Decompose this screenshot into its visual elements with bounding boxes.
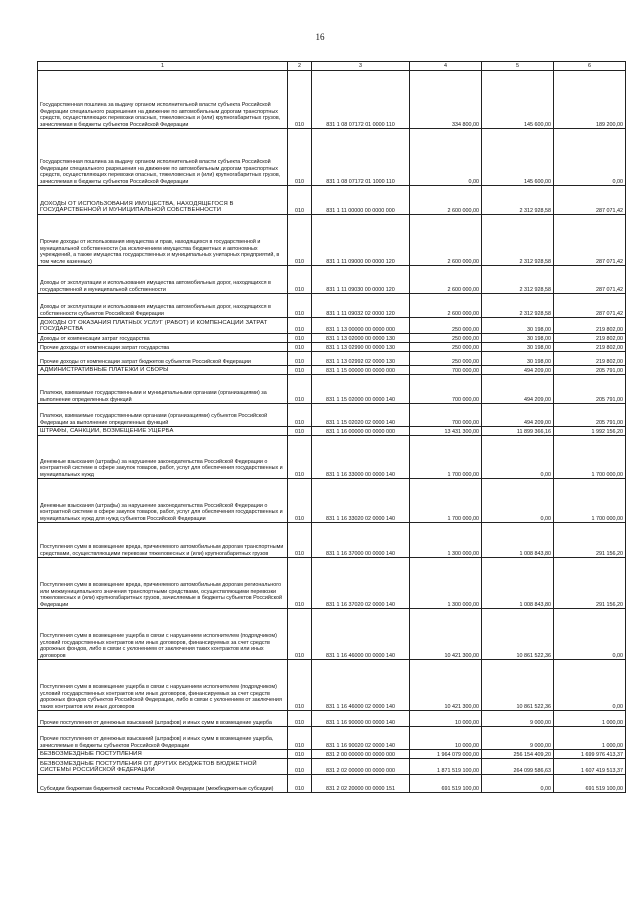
row-approved-amount-cell: 10 421 300,00 [410,609,482,660]
budget-report-table [37,61,626,793]
row-unexecuted-amount-cell: 1 607 419 513,37 [554,759,626,775]
table-row [38,294,626,318]
column-header-3: 3 [312,62,410,71]
row-name-cell: Поступления сумм в возмещение ущерба в связи с нарушением исполнителем (подрядчиком) условий государственных контрактов или иных договоров, финансируемых за счет средств дорожных фондов, либо в связи с уклонением от заключения таких контрактов или иных договоров [38,609,288,660]
row-executed-amount-cell: 2 312 928,58 [482,294,554,318]
row-approved-amount-cell: 334 800,00 [410,71,482,129]
row-line-code-cell: 010 [288,334,312,343]
row-line-code-cell: 010 [288,404,312,427]
row-line-code-cell: 010 [288,479,312,523]
row-budget-code-cell: 831 1 16 33020 02 0000 140 [312,479,410,523]
row-approved-amount-cell: 1 300 000,00 [410,523,482,558]
row-line-code-cell: 010 [288,352,312,366]
row-budget-code-cell: 831 1 11 09030 00 0000 120 [312,266,410,294]
row-name-cell: БЕЗВОЗМЕЗДНЫЕ ПОСТУПЛЕНИЯ ОТ ДРУГИХ БЮДЖЕТОВ БЮДЖЕТНОЙ СИСТЕМЫ РОССИЙСКОЙ ФЕДЕРАЦИИ [38,759,288,775]
table-row [38,366,626,375]
row-approved-amount-cell: 1 700 000,00 [410,436,482,479]
row-approved-amount-cell: 691 519 100,00 [410,775,482,793]
row-line-code-cell: 010 [288,427,312,436]
row-name-cell: Прочие поступления от денежных взысканий (штрафов) и иных сумм в возмещение ущерба [38,711,288,727]
row-executed-amount-cell: 30 198,00 [482,343,554,352]
row-name-cell: Государственная пошлина за выдачу органом исполнительной власти субъекта Российской Федерации специального разрешения на движение по автомобильным дорогам транспортных средств, осуществляющих перевозки опасных, тяжеловесных и (или) крупногабаритных грузов, зачисляемая в бюджеты субъектов Российской Федерации [38,129,288,186]
row-approved-amount-cell: 250 000,00 [410,334,482,343]
table-row [38,186,626,215]
row-budget-code-cell: 831 2 00 00000 00 0000 000 [312,750,410,759]
row-approved-amount-cell: 700 000,00 [410,404,482,427]
table-row [38,318,626,334]
row-budget-code-cell: 831 1 11 09000 00 0000 120 [312,215,410,266]
column-header-4: 4 [410,62,482,71]
table-header-row [38,62,626,71]
row-approved-amount-cell: 2 600 000,00 [410,186,482,215]
row-executed-amount-cell: 9 000,00 [482,711,554,727]
row-approved-amount-cell: 250 000,00 [410,352,482,366]
row-line-code-cell: 010 [288,186,312,215]
row-unexecuted-amount-cell: 1 000,00 [554,727,626,750]
row-budget-code-cell: 831 1 13 00000 00 0000 000 [312,318,410,334]
row-budget-code-cell: 831 1 13 02992 02 0000 130 [312,352,410,366]
table-row [38,427,626,436]
table-row [38,759,626,775]
row-unexecuted-amount-cell: 291 156,20 [554,523,626,558]
row-line-code-cell: 010 [288,558,312,609]
row-executed-amount-cell: 145 600,00 [482,129,554,186]
table-row [38,558,626,609]
row-line-code-cell: 010 [288,523,312,558]
row-unexecuted-amount-cell: 219 802,00 [554,352,626,366]
row-unexecuted-amount-cell: 291 156,20 [554,558,626,609]
row-unexecuted-amount-cell: 1 699 976 413,37 [554,750,626,759]
table-row [38,750,626,759]
row-executed-amount-cell: 494 209,00 [482,404,554,427]
row-approved-amount-cell: 1 700 000,00 [410,479,482,523]
row-executed-amount-cell: 1 008 843,80 [482,558,554,609]
row-line-code-cell: 010 [288,129,312,186]
row-unexecuted-amount-cell: 287 071,42 [554,294,626,318]
row-unexecuted-amount-cell: 287 071,42 [554,215,626,266]
row-name-cell: Доходы от компенсации затрат государства [38,334,288,343]
row-budget-code-cell: 831 1 15 00000 00 0000 000 [312,366,410,375]
row-line-code-cell: 010 [288,215,312,266]
row-name-cell: Доходы от эксплуатации и использования имущества автомобильных дорог, находящихся в собственности субъектов Российской Федерации [38,294,288,318]
table-row [38,436,626,479]
table-row [38,404,626,427]
row-approved-amount-cell: 700 000,00 [410,375,482,404]
table-row [38,711,626,727]
row-unexecuted-amount-cell: 287 071,42 [554,266,626,294]
row-approved-amount-cell: 700 000,00 [410,366,482,375]
row-budget-code-cell: 831 2 02 20000 00 0000 151 [312,775,410,793]
row-line-code-cell: 010 [288,294,312,318]
table-row [38,71,626,129]
row-name-cell: БЕЗВОЗМЕЗДНЫЕ ПОСТУПЛЕНИЯ [38,750,288,759]
table-row [38,775,626,793]
row-unexecuted-amount-cell: 219 802,00 [554,343,626,352]
row-approved-amount-cell: 2 600 000,00 [410,266,482,294]
table-row [38,129,626,186]
row-name-cell: Платежи, взимаемые государственными и муниципальными органами (организациями) за выполнение определенных функций [38,375,288,404]
row-approved-amount-cell: 10 000,00 [410,711,482,727]
row-name-cell: Поступления сумм в возмещение вреда, причиняемого автомобильным дорогам регионального или межмуниципального значения транспортными средствами, осуществляющими перевозки тяжеловесных и (или) крупногабаритных грузов, зачисляемые в бюджеты субъектов Российской Федерации [38,558,288,609]
row-budget-code-cell: 831 1 16 33000 00 0000 140 [312,436,410,479]
row-approved-amount-cell: 250 000,00 [410,318,482,334]
row-line-code-cell: 010 [288,750,312,759]
table-row [38,334,626,343]
row-budget-code-cell: 831 1 08 07172 01 0000 110 [312,71,410,129]
row-line-code-cell: 010 [288,343,312,352]
row-budget-code-cell: 831 1 15 02020 02 0000 140 [312,404,410,427]
row-name-cell: АДМИНИСТРАТИВНЫЕ ПЛАТЕЖИ И СБОРЫ [38,366,288,375]
row-budget-code-cell: 831 1 13 02000 00 0000 130 [312,334,410,343]
row-name-cell: Доходы от эксплуатации и использования имущества автомобильных дорог, находящихся в государственной и муниципальной собственности [38,266,288,294]
row-name-cell: Платежи, взимаемые государственными органами (организациями) субъектов Российской Федерации за выполнение определенных функций [38,404,288,427]
row-executed-amount-cell: 30 198,00 [482,318,554,334]
row-unexecuted-amount-cell: 219 802,00 [554,318,626,334]
row-approved-amount-cell: 1 964 079 000,00 [410,750,482,759]
row-budget-code-cell: 831 1 16 37000 00 0000 140 [312,523,410,558]
column-header-6: 6 [554,62,626,71]
table-row [38,343,626,352]
row-approved-amount-cell: 13 431 300,00 [410,427,482,436]
row-budget-code-cell: 831 1 16 46000 00 0000 140 [312,609,410,660]
column-header-1: 1 [38,62,288,71]
row-executed-amount-cell: 1 008 843,80 [482,523,554,558]
row-approved-amount-cell: 10 000,00 [410,727,482,750]
row-budget-code-cell: 831 1 08 07172 01 1000 110 [312,129,410,186]
row-approved-amount-cell: 2 600 000,00 [410,294,482,318]
row-unexecuted-amount-cell: 0,00 [554,129,626,186]
table-row [38,479,626,523]
row-name-cell: Прочие доходы от компенсации затрат государства [38,343,288,352]
row-approved-amount-cell: 10 421 300,00 [410,660,482,711]
row-unexecuted-amount-cell: 205 791,00 [554,404,626,427]
row-name-cell: Прочие поступления от денежных взысканий (штрафов) и иных сумм в возмещение ущерба, зачисляемые в бюджеты субъектов Российской Федерации [38,727,288,750]
row-unexecuted-amount-cell: 1 000,00 [554,711,626,727]
row-name-cell: Прочие доходы от использования имущества и прав, находящихся в государственной и муниципальной собственности (за исключением имущества бюджетных и автономных учреждений, а также имущества государственных и муниципальных унитарных предприятий, в том числе казенных) [38,215,288,266]
row-line-code-cell: 010 [288,711,312,727]
row-executed-amount-cell: 10 861 522,36 [482,609,554,660]
row-approved-amount-cell: 1 871 519 100,00 [410,759,482,775]
row-approved-amount-cell: 250 000,00 [410,343,482,352]
row-line-code-cell: 010 [288,759,312,775]
row-budget-code-cell: 831 1 11 00000 00 0000 000 [312,186,410,215]
row-executed-amount-cell: 0,00 [482,775,554,793]
row-budget-code-cell: 831 1 16 00000 00 0000 000 [312,427,410,436]
row-executed-amount-cell: 10 861 522,36 [482,660,554,711]
row-executed-amount-cell: 2 312 928,58 [482,266,554,294]
row-executed-amount-cell: 145 600,00 [482,71,554,129]
row-line-code-cell: 010 [288,71,312,129]
row-name-cell: Денежные взыскания (штрафы) за нарушение законодательства Российской Федерации о контрактной системе в сфере закупок товаров, работ, услуг для обеспечения государственных и муниципальных нужд для нужд субъектов Российской Федерации [38,479,288,523]
row-executed-amount-cell: 0,00 [482,436,554,479]
row-name-cell: Поступления сумм в возмещение ущерба в связи с нарушением исполнителем (подрядчиком) условий государственных контрактов или иных договоров, финансируемых за счет средств дорожных фондов субъектов Российской Федерации, либо в связи с уклонением от заключения таких контрактов или иных договоров [38,660,288,711]
table-row [38,352,626,366]
row-unexecuted-amount-cell: 0,00 [554,660,626,711]
row-name-cell: ШТРАФЫ, САНКЦИИ, ВОЗМЕЩЕНИЕ УЩЕРБА [38,427,288,436]
table-row [38,609,626,660]
row-unexecuted-amount-cell: 205 791,00 [554,366,626,375]
row-unexecuted-amount-cell: 189 200,00 [554,71,626,129]
row-budget-code-cell: 831 1 13 02990 00 0000 130 [312,343,410,352]
row-executed-amount-cell: 264 099 586,63 [482,759,554,775]
row-unexecuted-amount-cell: 0,00 [554,609,626,660]
row-unexecuted-amount-cell: 1 992 156,20 [554,427,626,436]
row-unexecuted-amount-cell: 691 519 100,00 [554,775,626,793]
row-approved-amount-cell: 2 600 000,00 [410,215,482,266]
row-executed-amount-cell: 9 000,00 [482,727,554,750]
row-unexecuted-amount-cell: 219 802,00 [554,334,626,343]
row-unexecuted-amount-cell: 287 071,42 [554,186,626,215]
row-executed-amount-cell: 11 899 366,16 [482,427,554,436]
row-line-code-cell: 010 [288,660,312,711]
row-executed-amount-cell: 0,00 [482,479,554,523]
row-line-code-cell: 010 [288,775,312,793]
row-budget-code-cell: 831 1 11 09032 02 0000 120 [312,294,410,318]
table-row [38,215,626,266]
row-name-cell: ДОХОДЫ ОТ ИСПОЛЬЗОВАНИЯ ИМУЩЕСТВА, НАХОДЯЩЕГОСЯ В ГОСУДАРСТВЕННОЙ И МУНИЦИПАЛЬНОЙ СОБСТВЕННОСТИ [38,186,288,215]
row-budget-code-cell: 831 1 16 90000 00 0000 140 [312,711,410,727]
row-name-cell: Поступления сумм в возмещение вреда, причиняемого автомобильным дорогам транспортными средствами, осуществляющими перевозки тяжеловесных и (или) крупногабаритных грузов [38,523,288,558]
row-executed-amount-cell: 30 198,00 [482,352,554,366]
row-budget-code-cell: 831 1 16 46000 02 0000 140 [312,660,410,711]
row-budget-code-cell: 831 1 16 90020 02 0000 140 [312,727,410,750]
row-unexecuted-amount-cell: 1 700 000,00 [554,479,626,523]
row-executed-amount-cell: 2 312 928,58 [482,215,554,266]
table-row [38,660,626,711]
row-approved-amount-cell: 1 300 000,00 [410,558,482,609]
row-unexecuted-amount-cell: 1 700 000,00 [554,436,626,479]
row-name-cell: ДОХОДЫ ОТ ОКАЗАНИЯ ПЛАТНЫХ УСЛУГ (РАБОТ) И КОМПЕНСАЦИИ ЗАТРАТ ГОСУДАРСТВА [38,318,288,334]
row-name-cell: Денежные взыскания (штрафы) за нарушение законодательства Российской Федерации о контрактной системе в сфере закупок товаров, работ, услуг для обеспечения государственных и муниципальных нужд [38,436,288,479]
column-header-2: 2 [288,62,312,71]
row-budget-code-cell: 831 1 15 02000 00 0000 140 [312,375,410,404]
row-line-code-cell: 010 [288,727,312,750]
row-line-code-cell: 010 [288,366,312,375]
row-budget-code-cell: 831 2 02 00000 00 0000 000 [312,759,410,775]
row-line-code-cell: 010 [288,436,312,479]
column-header-5: 5 [482,62,554,71]
table-row [38,523,626,558]
row-executed-amount-cell: 2 312 928,58 [482,186,554,215]
page-number: 16 [315,32,325,42]
row-executed-amount-cell: 494 209,00 [482,375,554,404]
row-name-cell: Государственная пошлина за выдачу органом исполнительной власти субъекта Российской Федерации специального разрешения на движение по автомобильным дорогам транспортных средств, осуществляющих перевозки опасных, тяжеловесных и (или) крупногабаритных грузов, зачисляемая в бюджеты субъектов Российской Федерации [38,71,288,129]
table-row [38,727,626,750]
row-budget-code-cell: 831 1 16 37020 02 0000 140 [312,558,410,609]
row-executed-amount-cell: 30 198,00 [482,334,554,343]
row-executed-amount-cell: 494 209,00 [482,366,554,375]
row-line-code-cell: 010 [288,266,312,294]
row-unexecuted-amount-cell: 205 791,00 [554,375,626,404]
row-executed-amount-cell: 256 154 409,20 [482,750,554,759]
row-name-cell: Субсидии бюджетам бюджетной системы Российской Федерации (межбюджетные субсидии) [38,775,288,793]
row-line-code-cell: 010 [288,375,312,404]
row-approved-amount-cell: 0,00 [410,129,482,186]
row-line-code-cell: 010 [288,318,312,334]
table-row [38,266,626,294]
table-row [38,375,626,404]
row-name-cell: Прочие доходы от компенсации затрат бюджетов субъектов Российской Федерации [38,352,288,366]
row-line-code-cell: 010 [288,609,312,660]
